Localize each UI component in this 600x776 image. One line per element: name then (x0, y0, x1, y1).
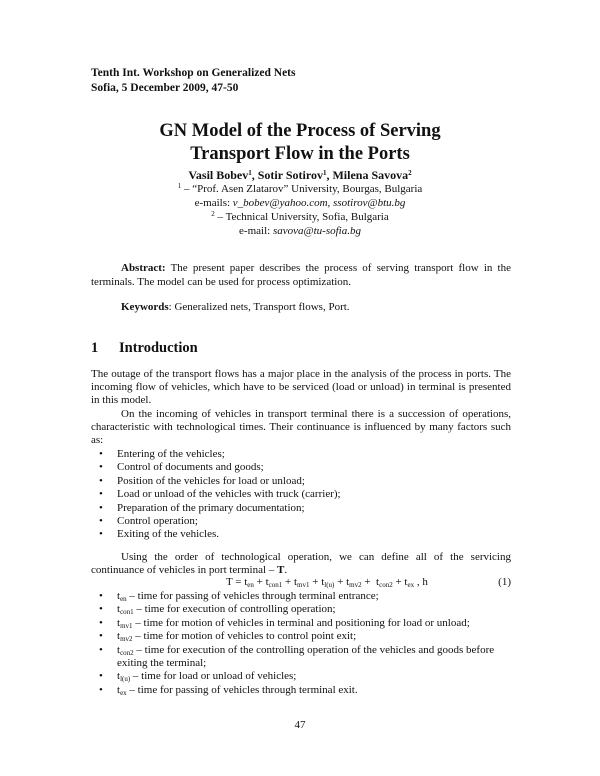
list-item (91, 603, 511, 616)
title-line-1: GN Model of the Process of Serving (159, 121, 441, 141)
affiliation-text: – “Prof. Asen Zlatarov” University, Bourgas, Bulgaria (181, 183, 423, 195)
author-name: Milena Savova (332, 168, 409, 182)
intro-paragraph-2: On the incoming of vehicles in transport terminal there is a succession of operations, characteristic with technological times. Their continuance is influenced by many factors such as: (91, 408, 511, 447)
list-item-text: Preparation of the primary documentation; (117, 501, 305, 514)
list-item-text: Control of documents and goods; (117, 461, 264, 474)
author-affil-sup: 2 (408, 169, 412, 177)
bullet-icon: • (99, 448, 103, 460)
def-symbol: t (117, 630, 121, 643)
workshop-date: Sofia, 5 December 2009, 47-50 (91, 82, 239, 94)
def-symbol: t (117, 616, 121, 629)
section-number: 1 (91, 340, 99, 356)
list-item (91, 528, 511, 541)
workshop-header (91, 66, 295, 96)
bullet-icon: • (99, 616, 103, 629)
affiliation-1-emails (0, 197, 600, 210)
def-subscript: con1 (120, 608, 134, 617)
list-item-text: Load or unload of the vehicles with truck (carrier); (117, 488, 341, 501)
bullet-icon: • (99, 683, 103, 696)
bullet-icon: • (99, 461, 103, 474)
def-subscript: con2 (120, 648, 134, 657)
bullet-icon: • (99, 528, 103, 541)
author-affil-sup: 1 (322, 169, 327, 177)
list-item (91, 515, 511, 528)
def-subscript: mv2 (120, 635, 133, 644)
def-text: – time for execution of controlling operation; (133, 603, 336, 616)
list-item (91, 448, 511, 461)
def-subscript: en (120, 595, 127, 603)
paper-title (0, 120, 600, 166)
def-subscript: mv1 (120, 621, 133, 630)
author-list (0, 168, 600, 183)
paragraph-end: . (284, 564, 288, 577)
bullet-icon: • (99, 670, 103, 683)
bullet-icon: • (99, 501, 103, 514)
author-separator: , (251, 168, 258, 182)
section-title: Introduction (119, 340, 198, 356)
def-text: – time for passing of vehicles through terminal exit. (126, 683, 358, 696)
def-text: – time for passing of vehicles through terminal entrance; (126, 590, 379, 602)
paragraph-text: Using the order of technological operation, we can define all of the servicing continuance of vehicles in port terminal – (91, 551, 511, 577)
workshop-name: Tenth Int. Workshop on Generalized Nets (91, 67, 296, 79)
list-item (91, 461, 511, 474)
affiliation-2-email (0, 225, 600, 238)
bullet-icon: • (99, 488, 103, 501)
def-subscript: l(u) (120, 675, 131, 684)
def-symbol: t (117, 670, 121, 683)
title-line-2: Transport Flow in the Ports (190, 144, 410, 164)
equation-number: (1) (498, 576, 511, 588)
list-item (91, 590, 511, 603)
abstract (91, 262, 511, 289)
author-name: Vasil Bobev (188, 168, 249, 182)
intro-paragraph-3 (91, 551, 511, 577)
bullet-icon: • (99, 630, 103, 643)
total-time-symbol: T (277, 564, 285, 577)
affiliation-2 (0, 211, 600, 224)
abstract-label: Abstract: (121, 262, 166, 274)
list-item-text: Control operation; (117, 515, 198, 528)
bullet-icon: • (99, 603, 103, 616)
affiliation-sup: 2 (211, 210, 215, 218)
affiliation-sup: 1 (177, 182, 182, 190)
section-heading (91, 340, 198, 357)
bullet-icon: • (99, 643, 103, 656)
def-text: – time for execution of the controlling operation of the vehicles and goods before exiting the terminal; (117, 643, 495, 670)
keywords (91, 301, 511, 315)
def-symbol: t (117, 603, 121, 616)
keywords-text: : Generalized nets, Transport flows, Port. (168, 301, 350, 313)
list-item (91, 630, 511, 643)
affiliation-text: – Technical University, Sofia, Bulgaria (214, 211, 389, 223)
page-number: 47 (294, 719, 306, 731)
def-subscript: ex (120, 688, 127, 697)
definitions-list (91, 590, 511, 697)
intro-paragraph-1: The outage of the transport flows has a major place in the analysis of the process in ports. The incoming flow of vehicles, which have to be serviced (load or unload) in terminal is presented in this model. (91, 368, 511, 407)
author-affil-sup: 1 (248, 169, 252, 177)
email-address[interactable]: savova@tu-sofia.bg (272, 225, 361, 237)
equation-formula: $T = t_{en} + t_{con1} + t_{mv1} + t_{l(u)} + t_{mv2} + t_{con2} + t_{ex}$ , h (226, 576, 428, 589)
keywords-label: Keywords (121, 301, 169, 313)
def-symbol: t (117, 643, 121, 656)
email-addresses[interactable]: v_bobev@yahoo.com, ssotirov@btu.bg (232, 197, 406, 209)
list-item (91, 670, 511, 683)
def-symbol: t (117, 590, 121, 602)
author-separator: , (326, 168, 333, 182)
bullet-icon: • (99, 515, 103, 528)
list-item (91, 617, 511, 630)
bullet-icon: • (99, 590, 103, 602)
list-item-text: Exiting of the vehicles. (117, 528, 220, 541)
factors-list (91, 448, 511, 542)
list-item-text: Entering of the vehicles; (117, 448, 225, 460)
author-name: Sotir Sotirov (257, 168, 323, 182)
bullet-icon: • (99, 474, 103, 487)
email-label: e-mail: (239, 225, 273, 237)
list-item (91, 644, 511, 671)
def-text: – time for load or unload of vehicles; (130, 670, 297, 683)
list-item (91, 502, 511, 515)
def-symbol: t (117, 683, 121, 696)
list-item (91, 488, 511, 501)
def-text: – time for motion of vehicles in terminal and positioning for load or unload; (132, 616, 470, 629)
email-label: e-mails: (194, 197, 233, 209)
list-item-text: Position of the vehicles for load or unload; (117, 474, 305, 487)
list-item (91, 684, 511, 697)
affiliation-1 (0, 183, 600, 196)
abstract-text: The present paper describes the process of serving transport flow in the terminals. The model can be used for process optimization. (91, 262, 511, 288)
list-item (91, 475, 511, 488)
def-text: – time for motion of vehicles to control point exit; (132, 630, 357, 643)
